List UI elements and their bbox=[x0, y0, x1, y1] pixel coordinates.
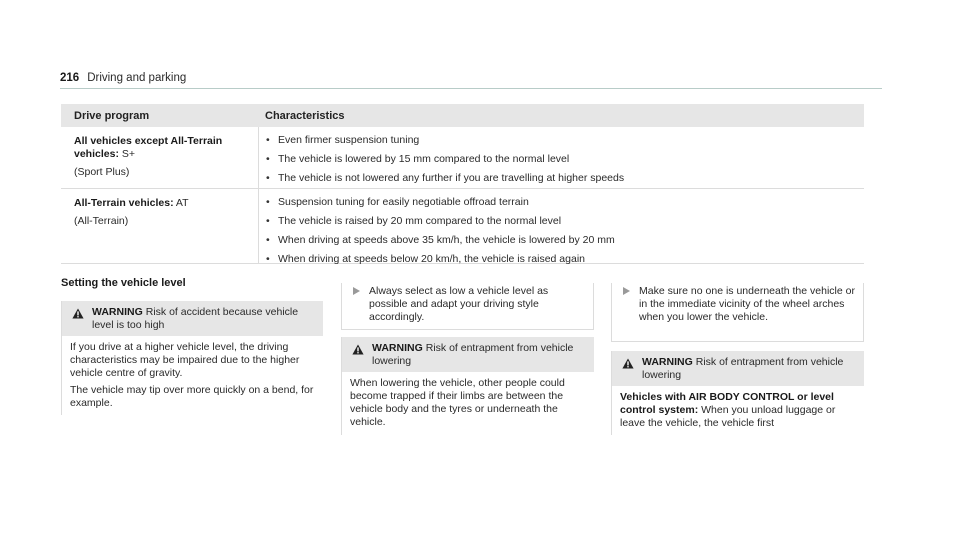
warning-title: Risk of accident because vehicle level is too high bbox=[92, 306, 299, 331]
arrow-right-icon bbox=[353, 287, 360, 295]
program-name: All-Terrain vehicles: bbox=[74, 197, 174, 209]
table-row bbox=[61, 189, 864, 264]
section-title: Driving and parking bbox=[87, 72, 187, 84]
warning-box bbox=[341, 337, 594, 435]
warning-triangle-icon bbox=[352, 344, 364, 355]
drive-program-cell bbox=[61, 127, 259, 188]
instruction-box bbox=[341, 283, 594, 330]
warning-label: WARNING bbox=[642, 356, 693, 368]
warning-header bbox=[342, 337, 594, 372]
drive-program-cell bbox=[61, 189, 259, 263]
warning-header bbox=[612, 351, 864, 386]
drive-program-table bbox=[61, 104, 864, 264]
characteristics-cell bbox=[259, 189, 864, 263]
table-header bbox=[61, 104, 864, 127]
warning-paragraph: The vehicle may tip over more quickly on a bend, for example. bbox=[70, 384, 314, 409]
table-row bbox=[61, 127, 864, 189]
warning-box bbox=[611, 351, 864, 435]
list-item: • Even firmer suspension tuning bbox=[265, 134, 858, 147]
warning-label: WARNING bbox=[92, 306, 143, 318]
list-item: • The vehicle is raised by 20 mm compared to the normal level bbox=[265, 215, 858, 228]
warning-box bbox=[61, 301, 323, 415]
program-subtitle: (Sport Plus) bbox=[74, 166, 130, 178]
section-heading: Setting the vehicle level bbox=[61, 277, 186, 289]
warning-paragraph: If you drive at a higher vehicle level, the driving characteristics may be impaired due to the higher vehicle centre of gravity. bbox=[70, 341, 300, 379]
list-item: • The vehicle is lowered by 15 mm compared to the normal level bbox=[265, 153, 858, 166]
warning-header bbox=[62, 301, 323, 336]
warning-paragraph: When lowering the vehicle, other people could become trapped if their limbs are between the vehicle body and the tyres or underneath the vehicle. bbox=[350, 377, 565, 428]
instruction-box bbox=[611, 283, 864, 342]
list-item: • The vehicle is not lowered any further if you are travelling at higher speeds bbox=[265, 172, 858, 185]
page-header bbox=[60, 72, 186, 84]
header-divider bbox=[60, 88, 882, 89]
warning-triangle-icon bbox=[72, 308, 84, 319]
characteristics-cell bbox=[259, 127, 864, 188]
list-item: • Suspension tuning for easily negotiable offroad terrain bbox=[265, 196, 858, 209]
warning-body bbox=[342, 372, 594, 439]
column-header-characteristics: Characteristics bbox=[265, 109, 345, 122]
program-name: All vehicles except All-Terrain vehicles: bbox=[74, 135, 223, 160]
instruction-text: Always select as low a vehicle level as possible and adapt your driving style accordingly. bbox=[369, 285, 549, 323]
warning-paragraph: When you unload luggage or leave the vehicle, the vehicle first bbox=[620, 404, 836, 429]
list-item: • When driving at speeds above 35 km/h, the vehicle is lowered by 20 mm bbox=[265, 234, 858, 247]
warning-bold-lead: Vehicles with AIR BODY CONTROL or level control system: bbox=[620, 391, 834, 416]
program-code: AT bbox=[173, 197, 189, 209]
warning-label: WARNING bbox=[372, 342, 423, 354]
warning-title: Risk of entrapment from vehicle lowering bbox=[642, 356, 844, 381]
program-code: S+ bbox=[118, 148, 136, 160]
program-subtitle: (All-Terrain) bbox=[74, 215, 129, 227]
page-number: 216 bbox=[60, 72, 80, 84]
column-header-drive-program: Drive program bbox=[74, 109, 150, 122]
warning-body bbox=[612, 386, 864, 440]
warning-body bbox=[62, 336, 323, 420]
warning-triangle-icon bbox=[622, 358, 634, 369]
arrow-right-icon bbox=[623, 287, 630, 295]
instruction-text: Make sure no one is underneath the vehicle or in the immediate vicinity of the wheel arches when you lower the vehicle. bbox=[639, 285, 855, 323]
list-item: • When driving at speeds below 20 km/h, the vehicle is raised again bbox=[265, 253, 858, 266]
warning-title: Risk of entrapment from vehicle lowering bbox=[372, 342, 574, 367]
